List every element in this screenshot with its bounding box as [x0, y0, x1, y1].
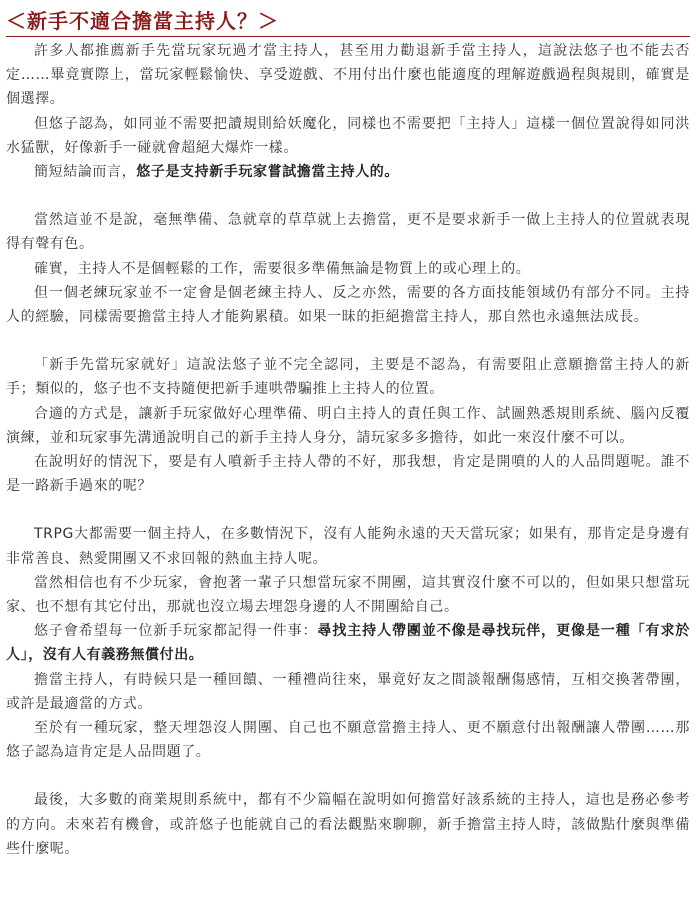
paragraph [6, 39, 690, 112]
paragraph [6, 208, 690, 256]
paragraph [6, 619, 690, 667]
emphasis-text: 尋找主持人帶團並不像是尋找玩伴，更像是一種「有求於人」，沒有人有義務無償付出。 [6, 623, 690, 664]
paragraph [6, 522, 690, 570]
section-gap [6, 498, 690, 522]
paragraph [6, 112, 690, 160]
paragraph-text: 但一個老練玩家並不一定會是個老練主持人、反之亦然，需要的各方面技能領域仍有部分不同。主持人的經驗，同樣需要擔當主持人才能夠累積。如果一昧的拒絕擔當主持人，那自然也永遠無法成長。 [6, 284, 690, 326]
paragraph-text: 擔當主持人，有時候只是一種回饋、一種禮尚往來，畢竟好友之間談報酬傷感情，互相交換著帶團，或許是最適當的方式。 [6, 671, 690, 712]
title-underline [6, 36, 690, 37]
paragraph-text: 當然相信也有不少玩家，會抱著一輩子只想當玩家不開團，這其實沒什麼不可以的，但如果只想當玩家、也不想有其它付出，那就也沒立場去埋怨身邊的人不開團給自己。 [6, 574, 690, 616]
paragraph-text: 許多人都推薦新手先當玩家玩過才當主持人，甚至用力勸退新手當主持人，這說法悠子也不能去否定……畢竟實際上，當玩家輕鬆愉快、享受遊戲、不用付出什麼也能適度的理解遊戲過程與規則，確實是個選擇。 [6, 43, 690, 108]
section-gap [6, 329, 690, 353]
paragraph [6, 450, 690, 498]
paragraph [6, 353, 690, 401]
paragraph-text: 簡短結論而言， [34, 164, 137, 181]
paragraph-text: 合適的方式是，讓新手玩家做好心理準備、明白主持人的責任與工作、試圖熟悉規則系統、腦內反覆演練，並和玩家事先溝通說明自己的新手主持人身分，請玩家多多擔待，如此一來沒什麼不可以。 [6, 405, 690, 446]
emphasis-text: 悠子是支持新手玩家嘗試擔當主持人的。 [136, 164, 400, 181]
paragraph-text: TRPG大都需要一個主持人，在多數情況下，沒有人能夠永遠的天天當玩家；如果有，那肯定是身邊有非常善良、熱愛開團又不求回報的熱血主持人呢。 [6, 526, 690, 567]
article-body [6, 39, 690, 861]
paragraph-text: 至於有一種玩家，整天埋怨沒人開團、自己也不願意當擔主持人、更不願意付出報酬讓人帶團……那悠子認為這肯定是人品問題了。 [6, 720, 690, 761]
paragraph-text: 確實，主持人不是個輕鬆的工作，需要很多準備無論是物質上的或心理上的。 [34, 260, 531, 277]
paragraph [6, 281, 690, 329]
paragraph [6, 257, 690, 281]
paragraph [6, 160, 690, 184]
section-gap [6, 184, 690, 208]
paragraph [6, 571, 690, 619]
paragraph-text: 但悠子認為，如同並不需要把讀規則給妖魔化，同樣也不需要把「主持人」這樣一個位置說得如同洪水猛獸，好像新手一碰就會超絕大爆炸一樣。 [6, 115, 690, 156]
paragraph [6, 716, 690, 764]
paragraph [6, 402, 690, 450]
paragraph-text: 最後，大多數的商業規則系統中，都有不少篇幅在說明如何擔當好該系統的主持人，這也是務必參考的方向。未來若有機會，或許悠子也能就自己的看法觀點來聊聊，新手擔當主持人時，該做點什麼與準備些什麼呢。 [6, 792, 690, 857]
article-title: ＜新手不適合擔當主持人？＞ [6, 9, 279, 33]
paragraph [6, 788, 690, 861]
paragraph-text: 在說明好的情況下，要是有人噴新手主持人帶的不好，那我想，肯定是開噴的人的人品問題呢。誰不是一路新手過來的呢？ [6, 454, 690, 495]
paragraph [6, 668, 690, 716]
section-gap [6, 764, 690, 788]
paragraph-text: 悠子會希望每一位新手玩家都記得一件事： [34, 623, 318, 640]
paragraph-text: 當然這並不是說，毫無準備、急就章的草草就上去擔當，更不是要求新手一做上主持人的位置就表現得有聲有色。 [6, 212, 690, 253]
paragraph-text: 「新手先當玩家就好」這說法悠子並不完全認同，主要是不認為，有需要阻止意願擔當主持人的新手；類似的，悠子也不支持隨便把新手連哄帶騙推上主持人的位置。 [6, 357, 690, 398]
